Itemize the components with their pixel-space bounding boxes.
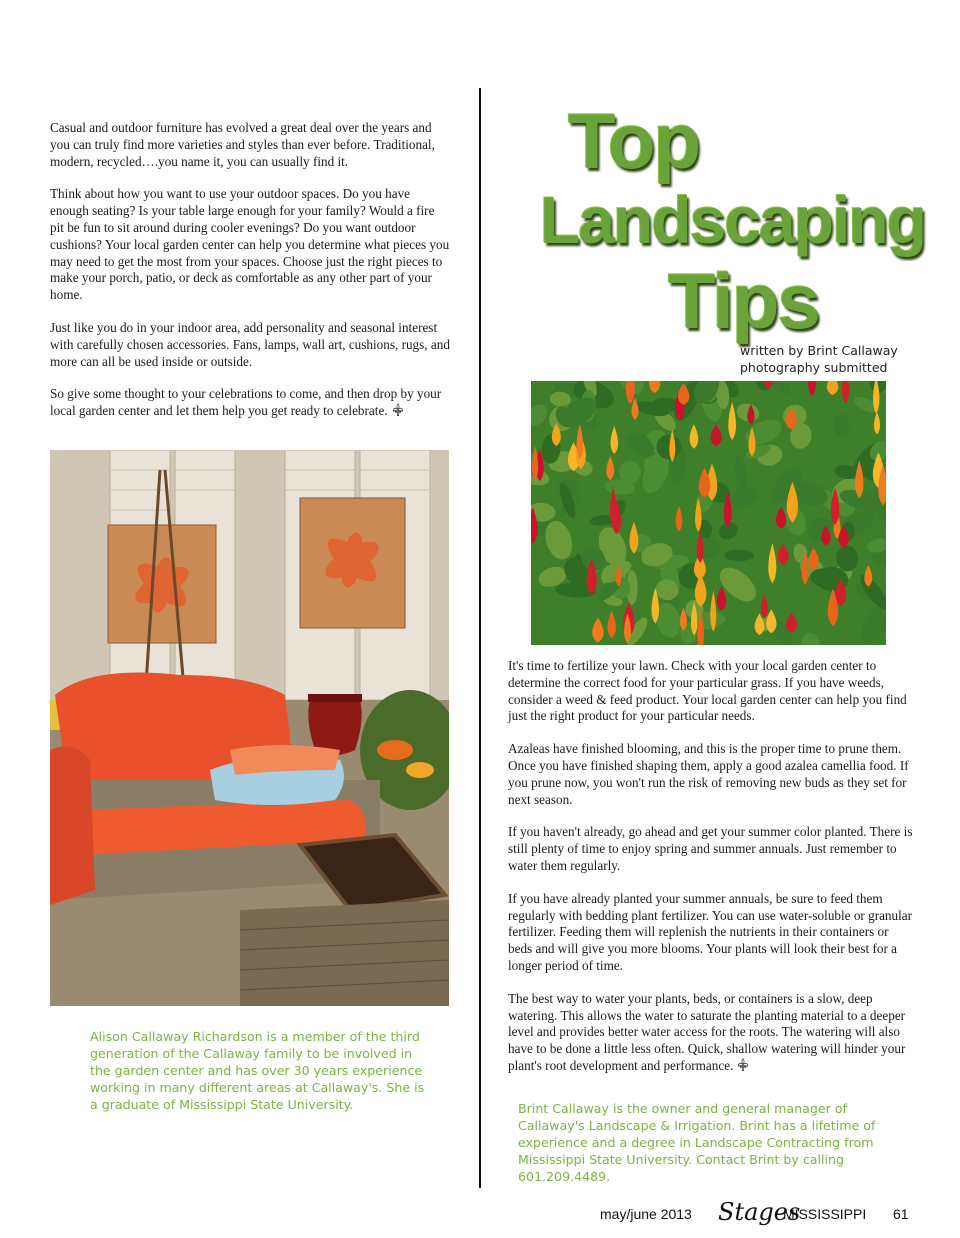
left-column bbox=[50, 120, 450, 436]
paragraph-accessories: Just like you do in your indoor area, add personality and seasonal interest with carefully chosen accessories. Fans, lamps, wall art, cushions, rugs, and more can all be used inside or outside. bbox=[50, 319, 450, 369]
footer-state: MISSISSIPPI bbox=[783, 1206, 867, 1222]
outdoor-furniture-photo bbox=[50, 450, 449, 1006]
paragraph-fertilize-lawn: It's time to fertilize your lawn. Check with your local garden center to determine the correct food for your particular grass. If you have weeds, consider a weed & feed product. Your local garden center can help you find just the right product for your particular needs. bbox=[508, 658, 907, 724]
paragraph-watering-text: The best way to water your plants, beds, or containers is a slow, deep watering. This allows the water to saturate the planting material to a deeper level and provides better water access for the roots. The watering will also have to be done a little less often. Quick, shallow watering will hinder your plant's root development and performance. bbox=[508, 990, 906, 1073]
byline-author: written by Brint Callaway bbox=[740, 343, 898, 358]
fleur-de-lis-icon bbox=[736, 1058, 750, 1072]
footer-magazine-logo: Stages bbox=[718, 1198, 801, 1226]
author-bio-brint: Brint Callaway is the owner and general manager of Callaway's Landscape & Irrigation. Brint has a lifetime of experience and a degree in Landscape Contracting from Mississippi State University. Contact Brint by calling 601.209.4489. bbox=[518, 1101, 876, 1184]
paragraph-watering bbox=[508, 991, 913, 1075]
paragraph-celebrate-text: So give some thought to your celebrations to come, and then drop by your local garden center and let them help you get ready to celebrate. bbox=[50, 386, 442, 419]
right-column bbox=[508, 658, 913, 1091]
fleur-de-lis-icon bbox=[391, 403, 405, 417]
author-bio-alison: Alison Callaway Richardson is a member of the third generation of the Callaway family to be involved in the garden center and has over 30 years experience working in many different areas at Callaway's. She is a graduate of Mississippi State University. bbox=[90, 1029, 425, 1112]
paragraph-summer-color: If you haven't already, go ahead and get your summer color planted. There is still plenty of time to enjoy spring and summer annuals. Just remember to water them regularly. bbox=[508, 824, 913, 873]
paragraph-celebrate bbox=[50, 386, 450, 420]
footer-issue-date: may/june 2013 bbox=[600, 1206, 692, 1222]
paragraph-furniture: Casual and outdoor furniture has evolved a great deal over the years and you can truly find more varieties and styles than ever before. Traditional, modern, recycled….you name it, you can usually find it. bbox=[50, 120, 435, 169]
paragraph-azaleas: Azaleas have finished blooming, and this is the proper time to prune them. Once you have finished shaping them, apply a good azalea camellia food. If you prune now, you won't run the risk of removing new buds as they set for next season. bbox=[508, 741, 909, 807]
byline-photography: photography submitted bbox=[740, 360, 888, 375]
byline bbox=[740, 342, 920, 376]
title-word-tips: Tips bbox=[668, 257, 819, 345]
celosia-flowers-photo bbox=[531, 381, 886, 645]
leaf-shape bbox=[724, 550, 754, 561]
paragraph-outdoor-spaces: Think about how you want to use your outdoor spaces. Do you have enough seating? Is your table large enough for your family? Would a fire pit be fun to sit around during cooler evenings? Do you want outdoor cushions? Your local garden center can help you determine what pieces you may need to get the most from your spaces. Choose just the right pieces to make your porch, patio, or deck as comfortable as any other part of your home. bbox=[50, 186, 450, 303]
title-word-landscaping: Landscaping bbox=[540, 183, 926, 257]
column-divider bbox=[479, 88, 481, 1188]
paragraph-feed-annuals: If you have already planted your summer annuals, be sure to feed them regularly with bedding plant fertilizer. You can use water-soluble or granular fertilizer. Feeding them will replenish the nutrients in their containers or beds and will give you more blooms. Your plants will look their best for a longer period of time. bbox=[508, 890, 913, 973]
footer-page-number: 61 bbox=[893, 1206, 909, 1222]
page-footer bbox=[0, 1198, 960, 1228]
title-word-top: Top bbox=[568, 97, 700, 185]
